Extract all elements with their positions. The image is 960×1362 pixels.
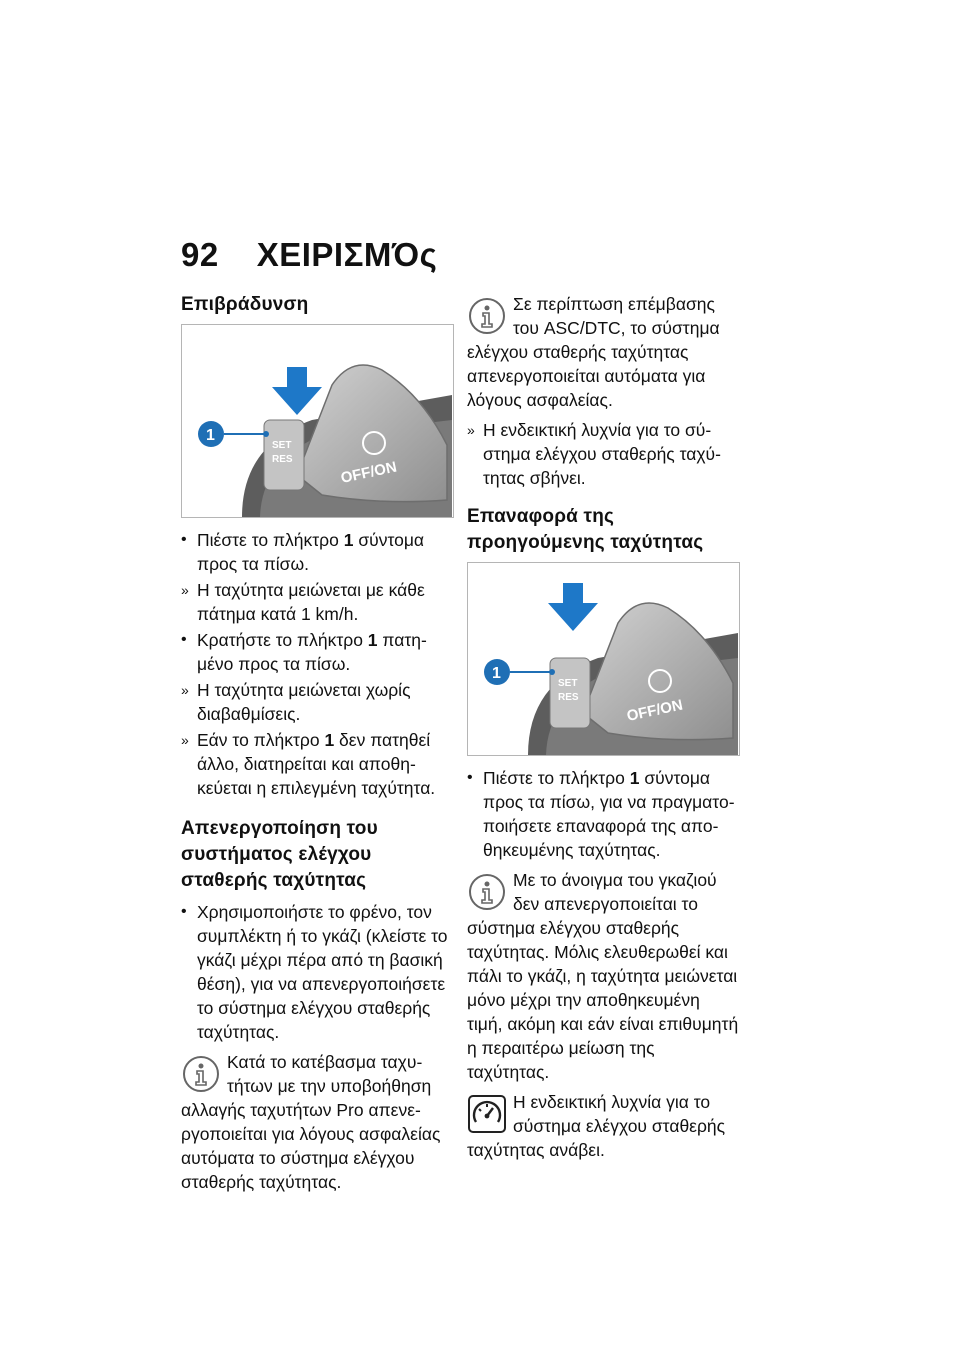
svg-text:1: 1 bbox=[206, 427, 215, 444]
lever-label-off-on: OFF/ON bbox=[625, 696, 685, 725]
list-item: » Η ταχύτητα μειώνεται χωρίς διαβαθμίσεις. bbox=[181, 680, 411, 724]
page-title: ΧΕΙΡΙΣΜΌς bbox=[256, 236, 438, 273]
info-note: Με το άνοιγμα του γκαζιού δεν απενεργοποιείται το σύστημα ελέγχου σταθερής ταχύτητας. Μόλις ελευθερωθεί και πάλι το γκάζι, η ταχύτητα μειώνεται μόνο μέχρι την αποθηκευμένη τιμή, ακόμη και εάν είναι επιθυμητή η περαιτέρω μείωση της ταχύτητας. bbox=[467, 870, 739, 1082]
svg-text:1: 1 bbox=[492, 665, 501, 682]
info-note: Κατά το κατέβασμα ταχυτήτων με την υποβοήθηση αλλαγής ταχυτήτων Pro απενεργοποιείται για λόγους ασφαλείας αυτόματα το σύστημα ελέγχου σταθερής ταχύτητας. bbox=[181, 1052, 441, 1192]
section-heading-deactivation: Απενεργοποίηση του συστήματος ελέγχου σταθερής ταχύτητας bbox=[181, 818, 378, 891]
info-icon bbox=[467, 872, 507, 912]
lever-label-off-on: OFF/ON bbox=[339, 458, 399, 487]
section-heading-deceleration: Επιβράδυνση bbox=[181, 294, 309, 315]
list-item: • Πιέστε το πλήκτρο 1 σύντομα προς τα πίσω, για να πραγματοποιήσετε επαναφορά της αποθηκευμένης ταχύτητας. bbox=[467, 768, 735, 860]
info-icon bbox=[467, 296, 507, 336]
list-item: » Εάν το πλήκτρο 1 δεν πατηθεί άλλο, διατηρείται και αποθηκεύεται η επιλεγμένη ταχύτητα. bbox=[181, 730, 436, 798]
list-item: » Η ταχύτητα μειώνεται με κάθε πάτημα κατά 1 km/h. bbox=[181, 580, 425, 624]
page-number: 92 bbox=[181, 236, 219, 273]
list-item: » Η ενδεικτική λυχνία για το σύστημα ελέγχου σταθερής ταχύτητας σβήνει. bbox=[467, 420, 721, 488]
key-label-set: SET bbox=[558, 678, 578, 689]
list-item: • Χρησιμοποιήστε το φρένο, τον συμπλέκτη ή το γκάζι (κλείστε το γκάζι μέχρι πέρα από τη βασική θέση), για να απενεργοποιήσετε το σύστημα ελέγχου σταθερής ταχύτητας. bbox=[181, 902, 448, 1042]
right-column bbox=[467, 292, 740, 1168]
key-label-res: RES bbox=[558, 692, 579, 703]
list-item: • Πιέστε το πλήκτρο 1 σύντομα προς τα πίσω. bbox=[181, 530, 425, 574]
speedometer-indicator-icon bbox=[467, 1094, 507, 1134]
key-label-set: SET bbox=[272, 440, 292, 451]
list-item: • Κρατήστε το πλήκτρο 1 πατημένο προς τα πίσω. bbox=[181, 630, 427, 674]
indicator-note: Η ενδεικτική λυχνία για το σύστημα ελέγχου σταθερής ταχύτητας ανάβει. bbox=[467, 1092, 726, 1160]
info-icon bbox=[181, 1054, 221, 1094]
figure-set-res-button bbox=[467, 562, 740, 756]
figure-set-res-button bbox=[181, 324, 454, 518]
section-heading-resume: Επαναφορά της προηγούμενης ταχύτητας bbox=[467, 506, 704, 553]
page-header bbox=[181, 236, 437, 274]
handlebar-switch-illustration bbox=[182, 325, 453, 517]
key-label-res: RES bbox=[272, 454, 293, 465]
left-column bbox=[181, 292, 454, 1200]
info-note: Σε περίπτωση επέμβασης του ASC/DTC, το σύστημα ελέγχου σταθερής ταχύτητας απενεργοποιείται αυτόματα για λόγους ασφαλείας. bbox=[467, 294, 720, 410]
handlebar-switch-illustration bbox=[468, 563, 739, 755]
